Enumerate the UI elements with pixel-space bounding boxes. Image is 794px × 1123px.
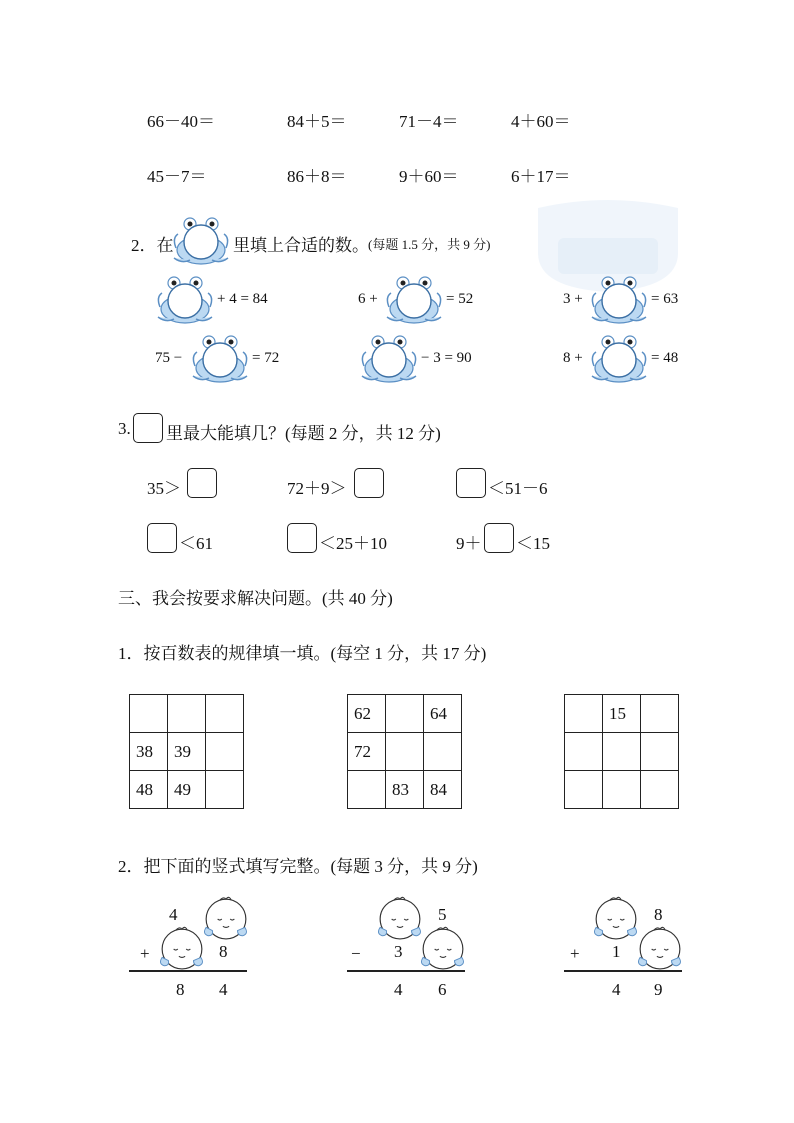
vcalc1-res-ones: 4 xyxy=(219,980,228,999)
grid-cell: 83 xyxy=(386,771,424,809)
vcalc3-mid: 1 xyxy=(612,942,621,961)
q3-num: 3. xyxy=(118,419,131,438)
q2-item2-after: = 52 xyxy=(446,291,474,307)
vcalc2-line xyxy=(347,970,465,972)
vcalc1-top: 4 xyxy=(169,905,178,924)
answer-box[interactable] xyxy=(147,523,177,553)
q2-item6-before: 8 + xyxy=(563,350,583,366)
grid-cell: 49 xyxy=(168,771,206,809)
hundred-chart-grid-3 xyxy=(564,694,679,809)
q3-item3-after: ＜51－6 xyxy=(488,479,548,498)
frog-answer-slot[interactable] xyxy=(155,275,215,325)
section3-q1-title: 1．按百数表的规律填一填。(每空 1 分，共 17 分) xyxy=(118,644,487,663)
q2-item6-after: = 48 xyxy=(651,350,679,366)
grid-cell[interactable] xyxy=(603,771,641,809)
arith-r2-c1: 45－7＝ xyxy=(147,167,207,186)
answer-box[interactable] xyxy=(287,523,317,553)
grid-cell[interactable] xyxy=(565,695,603,733)
q2-prefix: 2．在 xyxy=(131,236,174,255)
grid-cell[interactable] xyxy=(206,695,244,733)
arith-r1-c2: 84＋5＝ xyxy=(287,112,347,131)
grid-cell: 38 xyxy=(130,733,168,771)
vcalc3-line xyxy=(564,970,682,972)
grid-cell[interactable] xyxy=(206,771,244,809)
q3-item4-after: ＜61 xyxy=(179,534,213,553)
frog-icon xyxy=(171,216,231,266)
section3-q2-title: 2．把下面的竖式填写完整。(每题 3 分，共 9 分) xyxy=(118,857,478,876)
vcalc2-top: 5 xyxy=(438,905,447,924)
q2-item3-after: = 63 xyxy=(651,291,679,307)
baby-face-slot[interactable] xyxy=(420,926,466,970)
q2-item4-before: 75 − xyxy=(155,350,183,366)
grid-cell: 64 xyxy=(424,695,462,733)
grid-cell[interactable] xyxy=(348,771,386,809)
baby-face-slot[interactable] xyxy=(377,896,423,940)
arith-r2-c3: 9＋60＝ xyxy=(399,167,459,186)
q2-item5-after: − 3 = 90 xyxy=(421,350,472,366)
vcalc2-res-ones: 6 xyxy=(438,980,447,999)
hundred-chart-grid-2 xyxy=(347,694,462,809)
vcalc3-top: 8 xyxy=(654,905,663,924)
vcalc1-res-tens: 8 xyxy=(176,980,185,999)
arith-r2-c4: 6＋17＝ xyxy=(511,167,571,186)
frog-answer-slot[interactable] xyxy=(190,334,250,384)
q2-item2-before: 6 + xyxy=(358,291,378,307)
vcalc3-res-tens: 4 xyxy=(612,980,621,999)
grid-cell[interactable] xyxy=(565,771,603,809)
baby-face-slot[interactable] xyxy=(593,896,639,940)
frog-answer-slot[interactable] xyxy=(589,334,649,384)
grid-cell[interactable] xyxy=(386,733,424,771)
vcalc3-op: + xyxy=(570,944,580,963)
q3-item1-before: 35＞ xyxy=(147,479,181,498)
grid-cell: 48 xyxy=(130,771,168,809)
section3-title: 三、我会按要求解决问题。(共 40 分) xyxy=(118,589,393,608)
answer-box[interactable] xyxy=(187,468,217,498)
answer-box[interactable] xyxy=(484,523,514,553)
hundred-chart-grid-1 xyxy=(129,694,244,809)
q3-item2-before: 72＋9＞ xyxy=(287,479,347,498)
grid-cell: 84 xyxy=(424,771,462,809)
vcalc2-res-tens: 4 xyxy=(394,980,403,999)
q3-item6-after: ＜15 xyxy=(516,534,550,553)
baby-face-slot[interactable] xyxy=(203,896,249,940)
q3-title: 里最大能填几？(每题 2 分，共 12 分) xyxy=(166,424,441,443)
arith-r1-c3: 71－4＝ xyxy=(399,112,459,131)
answer-box xyxy=(133,413,163,443)
grid-cell[interactable] xyxy=(130,695,168,733)
q3-item5-after: ＜25＋10 xyxy=(319,534,387,553)
frog-answer-slot[interactable] xyxy=(359,334,419,384)
baby-face-slot[interactable] xyxy=(159,926,205,970)
grid-cell[interactable] xyxy=(565,733,603,771)
frog-answer-slot[interactable] xyxy=(589,275,649,325)
baby-face-slot[interactable] xyxy=(637,926,683,970)
grid-cell[interactable] xyxy=(641,733,679,771)
vcalc1-mid: 8 xyxy=(219,942,228,961)
grid-cell[interactable] xyxy=(386,695,424,733)
grid-cell[interactable] xyxy=(168,695,206,733)
grid-cell: 72 xyxy=(348,733,386,771)
grid-cell: 39 xyxy=(168,733,206,771)
vcalc1-line xyxy=(129,970,247,972)
q2-item3-before: 3 + xyxy=(563,291,583,307)
q2-item4-after: = 72 xyxy=(252,350,280,366)
arith-r1-c4: 4＋60＝ xyxy=(511,112,571,131)
grid-cell: 15 xyxy=(603,695,641,733)
grid-cell[interactable] xyxy=(603,733,641,771)
arith-r1-c1: 66－40＝ xyxy=(147,112,215,131)
answer-box[interactable] xyxy=(456,468,486,498)
arith-r2-c2: 86＋8＝ xyxy=(287,167,347,186)
vcalc1-op: + xyxy=(140,944,150,963)
frog-answer-slot[interactable] xyxy=(384,275,444,325)
grid-cell[interactable] xyxy=(641,771,679,809)
grid-cell[interactable] xyxy=(206,733,244,771)
grid-cell[interactable] xyxy=(641,695,679,733)
grid-cell: 62 xyxy=(348,695,386,733)
answer-box[interactable] xyxy=(354,468,384,498)
vcalc3-res-ones: 9 xyxy=(654,980,663,999)
q2-note: (每题 1.5 分，共 9 分) xyxy=(368,237,491,252)
grid-cell[interactable] xyxy=(424,733,462,771)
q3-item6-before: 9＋ xyxy=(456,534,482,553)
vcalc2-op: − xyxy=(351,944,361,963)
q2-item1-after: + 4 = 84 xyxy=(217,291,268,307)
q2-suffix: 里填上合适的数。 xyxy=(233,236,369,255)
vcalc2-mid: 3 xyxy=(394,942,403,961)
